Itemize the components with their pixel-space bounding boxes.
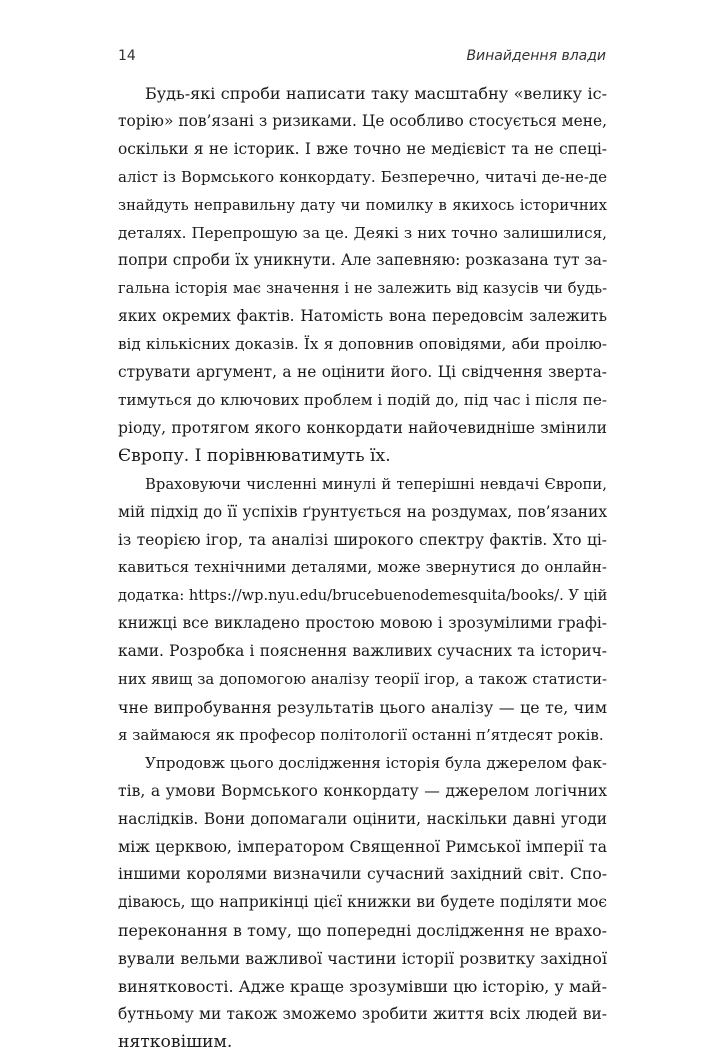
text-line: між церквою, імператором Священної Римської імперії та — [118, 837, 607, 857]
text-line: них явищ за допомогою аналізу теорії ігор, а також статисти- — [118, 671, 607, 689]
text-line: ріоду, протягом якого конкордати найочевидніше змінили — [118, 418, 607, 437]
text-line: від кількісних доказів. Їх я доповнив оповідями, аби проілю- — [118, 335, 607, 354]
text-line: тів, а умови Вормського конкордату — джерелом логічних — [118, 781, 607, 800]
book-title: Винайдення влади — [466, 48, 606, 64]
text-line: мій підхід до її успіхів ґрунтується на роздумах, пов’язаних — [118, 502, 607, 521]
text-line: попри спроби їх уникнути. Але запевняю: розказана тут за- — [118, 251, 608, 270]
text-line: чне випробування результатів цього аналізу — це те, чим — [118, 697, 607, 717]
text-line: діваюсь, що наприкінці цієї книжки ви будете поділяти моє — [118, 893, 607, 912]
text-line: кавиться технічними деталями, може звернутися до онлайн- — [118, 558, 607, 577]
paragraph — [118, 471, 607, 750]
text-line: торію» пов’язані з ризиками. Це особливо стосується мене, — [118, 111, 607, 130]
text-line: тимуться до ключових проблем і подій до, під час і після пе- — [118, 390, 607, 409]
paragraph — [118, 750, 607, 1057]
page-number: 14 — [118, 48, 136, 64]
text-line: Європу. І порівнюватимуть їх. — [118, 445, 391, 466]
text-line: аліст із Вормського конкордату. Безперечно, читачі де-не-де — [118, 167, 607, 186]
text-line: книжці все викладено простою мовою і зрозумілими графі- — [118, 614, 607, 633]
body-text — [118, 80, 607, 1057]
text-line: я займаюся як професор політології останні п’ятдесят років. — [118, 725, 604, 744]
text-line: деталях. Перепрошую за це. Деякі з них точно залишилися, — [118, 223, 607, 242]
text-line: із теорією ігор, та аналізі широкого спектру фактів. Хто ці- — [118, 530, 607, 549]
text-line: наслідків. Вони допомагали оцінити, наскільки давні угоди — [118, 809, 607, 828]
paragraph — [118, 80, 607, 471]
text-line: ками. Розробка і пояснення важливих сучасних та історич- — [118, 642, 607, 661]
text-line: оскільки я не історик. І вже точно не медієвіст та не спеці- — [118, 139, 607, 158]
text-line: яких окремих фактів. Натомість вона передовсім залежить — [118, 307, 607, 326]
text-line: додатка: https://wp.nyu.edu/brucebuenodemesquita/books/. У цій — [118, 587, 608, 605]
text-line: переконання в тому, що попередні дослідження не врахо- — [118, 921, 607, 941]
text-line: винятковості. Адже краще зрозумівши цю історію, у май- — [118, 977, 607, 996]
text-line: знайдуть неправильну дату чи помилку в якихось історичних — [118, 196, 607, 214]
text-line: вували вельми важливої частини історії розвитку західної — [118, 949, 607, 969]
text-line: бутньому ми також зможемо зробити життя всіх людей ви- — [118, 1004, 607, 1023]
text-line: Враховуючи численні минулі й теперішні невдачі Європи, — [145, 475, 607, 493]
text-line: струвати аргумент, а не оцінити його. Ці свідчення зверта- — [118, 363, 607, 382]
running-head — [118, 48, 606, 64]
text-line: Упродовж цього дослідження історія була джерелом фак- — [145, 753, 607, 772]
text-line: нятковішим. — [118, 1031, 233, 1052]
text-line: Будь-які спроби написати таку масштабну «велику іс- — [145, 84, 607, 103]
text-line: іншими королями визначили сучасний західний світ. Спо- — [118, 865, 607, 884]
text-line: гальна історія має значення і не залежить від казусів чи будь- — [118, 280, 607, 298]
